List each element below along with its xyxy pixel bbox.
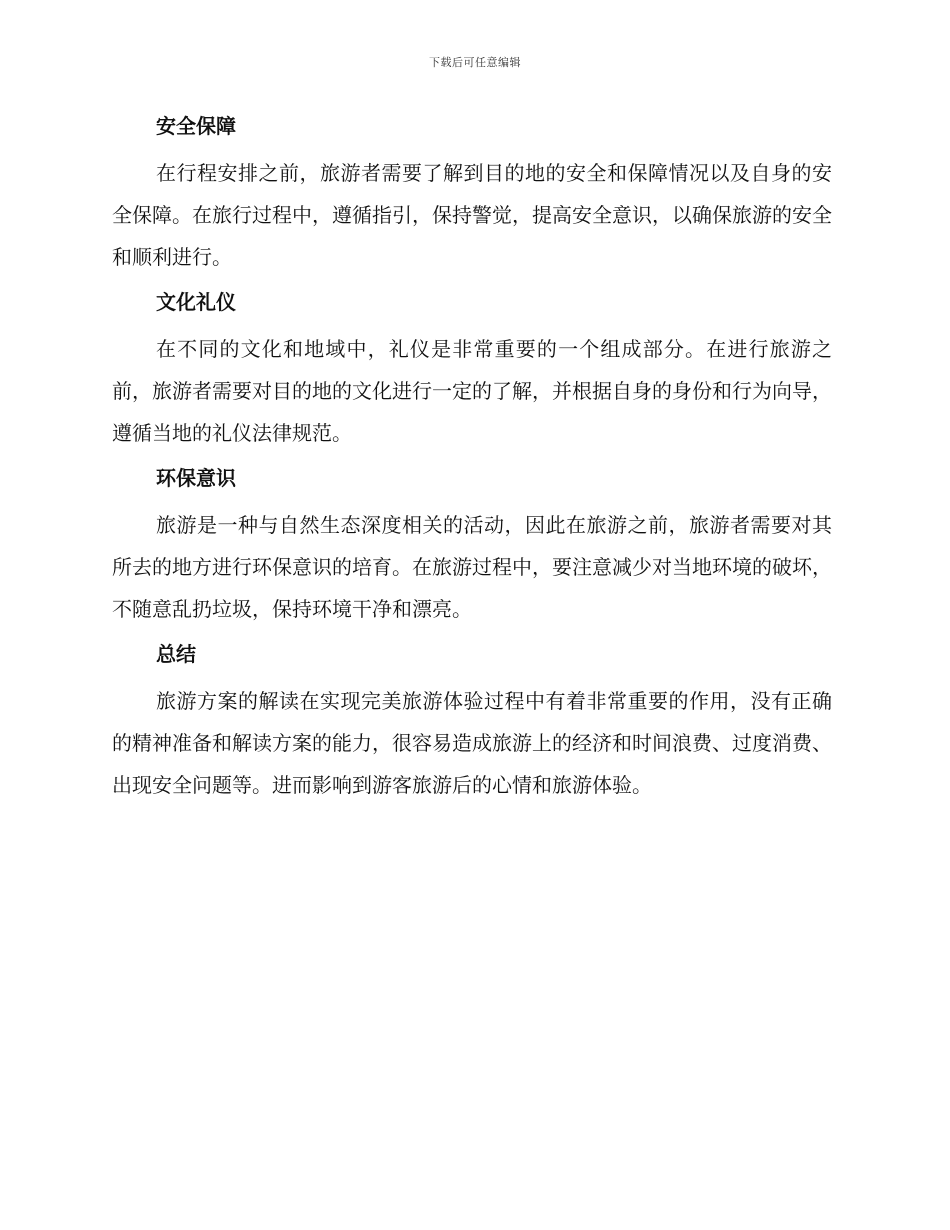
section-heading: 文化礼仪 <box>156 290 236 314</box>
section-paragraph: 旅游是一种与自然生态深度相关的活动，因此在旅游之前，旅游者需要对其所去的地方进行环保意识的培育。在旅游过程中，要注意减少对当地环境的破坏，不随意乱扔垃圾，保持环境干净和漂亮。 <box>112 513 832 621</box>
section-safety <box>112 110 832 278</box>
section-paragraph: 在不同的文化和地域中，礼仪是非常重要的一个组成部分。在进行旅游之前，旅游者需要对目的地的文化进行一定的了解，并根据自身的身份和行为向导，遵循当地的礼仪法律规范。 <box>112 337 832 445</box>
section-summary <box>112 638 832 806</box>
section-heading: 安全保障 <box>156 114 236 138</box>
page-header: 下载后可任意编辑 <box>429 56 521 69</box>
section-environment <box>112 462 832 630</box>
section-heading: 环保意识 <box>156 466 236 490</box>
document-body <box>112 110 832 814</box>
section-etiquette <box>112 286 832 454</box>
section-paragraph: 在行程安排之前，旅游者需要了解到目的地的安全和保障情况以及自身的安全保障。在旅行过程中，遵循指引，保持警觉，提高安全意识，以确保旅游的安全和顺利进行。 <box>112 161 832 269</box>
section-paragraph: 旅游方案的解读在实现完美旅游体验过程中有着非常重要的作用，没有正确的精神准备和解读方案的能力，很容易造成旅游上的经济和时间浪费、过度消费、出现安全问题等。进而影响到游客旅游后的心情和旅游体验。 <box>112 689 832 797</box>
section-heading: 总结 <box>156 642 196 666</box>
